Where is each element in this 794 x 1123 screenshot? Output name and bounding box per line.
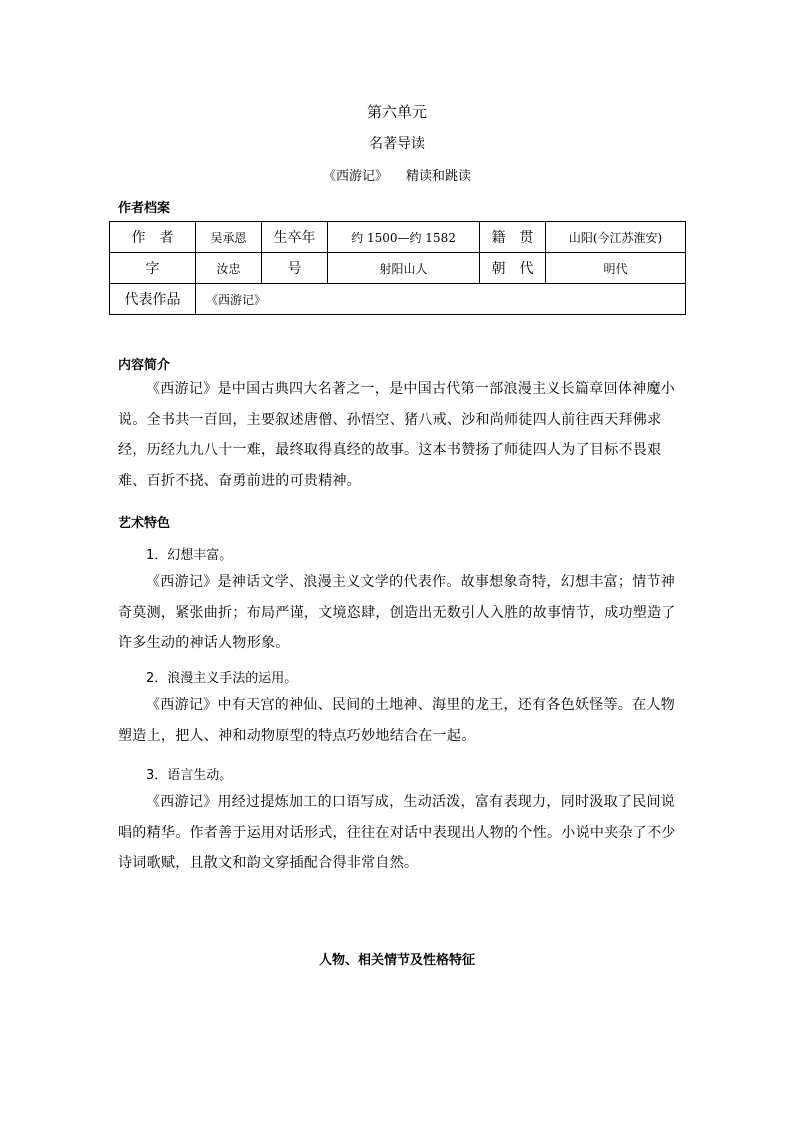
label-author: 作 者	[110, 222, 196, 253]
value-dynasty: 明代	[546, 253, 686, 284]
author-profile-heading: 作者档案	[118, 201, 171, 216]
label-hometown: 籍 贯	[480, 222, 546, 253]
value-lifespan: 约 1500—约 1582	[328, 222, 480, 253]
value-pseudonym: 射阳山人	[328, 253, 480, 284]
table-row	[110, 222, 686, 253]
label-dynasty: 朝 代	[480, 253, 546, 284]
table-row	[110, 284, 686, 315]
art-features-heading: 艺术特色	[118, 516, 171, 531]
label-representative-work: 代表作品	[110, 284, 196, 315]
value-hometown: 山阳(今江苏淮安)	[546, 222, 686, 253]
feature-2-paragraph: 《西游记》中有天宫的神仙、民间的土地神、海里的龙王，还有各色妖怪等。在人物塑造上，把人、神和动物原型的特点巧妙地结合在一起。	[118, 697, 676, 744]
value-author: 吴承恩	[196, 222, 262, 253]
unit-title: 第六单元	[366, 103, 427, 121]
summary-paragraph: 《西游记》是中国古典四大名著之一，是中国古代第一部浪漫主义长篇章回体神魔小说。全书共一百回，主要叙述唐僧、孙悟空、猪八戒、沙和尚师徒四人前往西天拜佛求经，历经九九八十一难，最终取得真经的故事。这本书赞扬了师徒四人为了目标不畏艰难、百折不挠、奋勇前进的可贵精神。	[118, 381, 676, 489]
label-courtesy-name: 字	[110, 253, 196, 284]
feature-3-paragraph: 《西游记》用经过提炼加工的口语写成，生动活泼，富有表现力，同时汲取了民间说唱的精华。作者善于运用对话形式，往往在对话中表现出人物的个性。小说中夹杂了不少诗词歌赋，且散文和韵文穿插配合得非常自然。	[118, 794, 676, 871]
reading-method-line	[0, 165, 794, 184]
reading-method: 精读和跳读	[406, 169, 472, 184]
feature-2-title: 2．浪漫主义手法的运用。	[146, 671, 298, 686]
label-pseudonym: 号	[262, 253, 328, 284]
table-row	[110, 253, 686, 284]
characters-section-heading: 人物、相关情节及性格特征	[318, 953, 475, 968]
summary-heading: 内容简介	[118, 358, 171, 373]
section-subtitle: 名著导读	[369, 136, 425, 152]
label-lifespan: 生卒年	[262, 222, 328, 253]
feature-1-title: 1．幻想丰富。	[146, 548, 233, 563]
book-title: 《西游记》	[322, 169, 388, 184]
value-courtesy-name: 汝忠	[196, 253, 262, 284]
author-profile-table	[109, 221, 686, 315]
feature-3-title: 3．语言生动。	[146, 768, 233, 783]
feature-1-paragraph: 《西游记》是神话文学、浪漫主义文学的代表作。故事想象奇特，幻想丰富；情节神奇莫测，紧张曲折；布局严谨，文境恣肆，创造出无数引人入胜的故事情节，成功塑造了许多生动的神话人物形象。	[118, 574, 676, 651]
value-representative-work: 《西游记》	[196, 284, 686, 315]
